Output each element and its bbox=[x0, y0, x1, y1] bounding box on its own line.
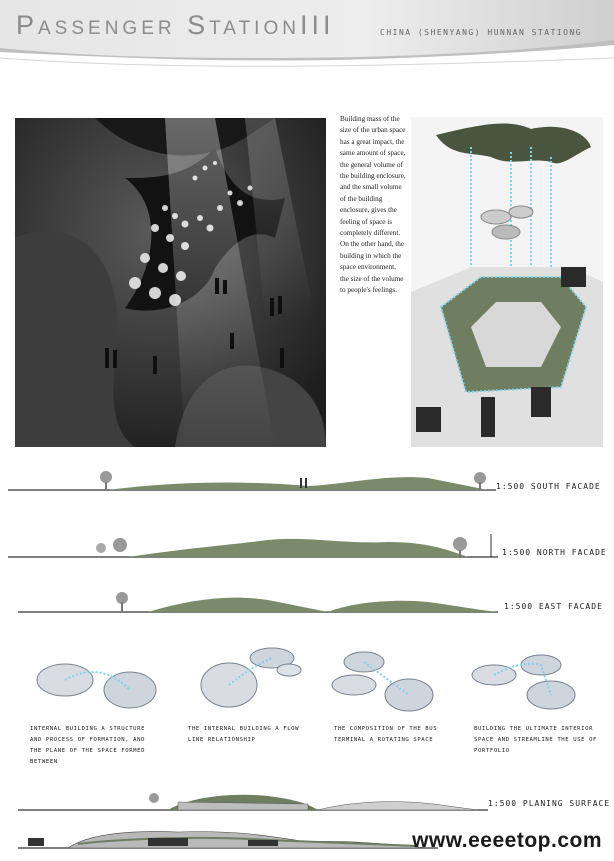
model-view-3 bbox=[324, 640, 459, 720]
interior-rendering bbox=[15, 118, 326, 447]
exploded-axonometric-image bbox=[411, 117, 603, 447]
model-1-drawing bbox=[30, 640, 165, 715]
north-facade-elevation bbox=[8, 528, 607, 564]
east-facade-elevation bbox=[8, 586, 604, 616]
planing-surface-label: 1:500 PLANING SURFACE bbox=[488, 799, 611, 808]
north-facade-label: 1:500 NORTH FACADE bbox=[502, 548, 607, 557]
interior-rendering-image bbox=[15, 118, 326, 447]
project-description: Building mass of the size of the urban space has a great impact, the same amount of space, the general volume of the building enclosure, and the small volume of the building enclosure, gives the feeling of space is completely different. On the other hand, the building in which the space environment, the size of the volume to people's feelings. bbox=[340, 115, 406, 295]
model-4-caption: BUILDING THE ULTIMATE INTERIOR SPACE AND STREAMLINE THE USE OF PORTFOLIO bbox=[474, 726, 597, 754]
north-facade-drawing bbox=[8, 528, 604, 564]
watermark: www.eeeetop.com bbox=[412, 829, 602, 852]
model-3-caption: THE COMPOSITION OF THE BUS TERMINAL A ROTATING SPACE bbox=[334, 726, 438, 743]
exploded-axonometric bbox=[411, 117, 603, 447]
east-facade-label: 1:500 EAST FACADE bbox=[504, 602, 603, 611]
page-title: Passenger StationIII bbox=[16, 10, 335, 40]
model-3-drawing bbox=[324, 640, 459, 715]
model-4-drawing bbox=[466, 640, 601, 715]
east-facade-drawing bbox=[8, 586, 604, 616]
model-2-drawing bbox=[184, 640, 319, 715]
planing-surface-section bbox=[8, 782, 611, 816]
south-facade-label: 1:500 SOUTH FACADE bbox=[496, 482, 601, 491]
model-views-row bbox=[24, 640, 604, 765]
south-facade-elevation bbox=[8, 460, 604, 496]
model-2-caption: THE INTERNAL BUILDING A FLOW LINE RELATIONSHIP bbox=[188, 726, 300, 743]
model-view-2 bbox=[184, 640, 319, 720]
model-1-caption: INTERNAL BUILDING A STRUCTURE AND PROCESS OF FORMATION, AND THE PLANE OF THE SPACE FORMED BETWEEN bbox=[30, 726, 146, 765]
page-subtitle: CHINA (SHENYANG) HUNNAN STATIONG bbox=[380, 28, 583, 37]
model-view-1 bbox=[30, 640, 165, 720]
model-view-4 bbox=[466, 640, 601, 720]
